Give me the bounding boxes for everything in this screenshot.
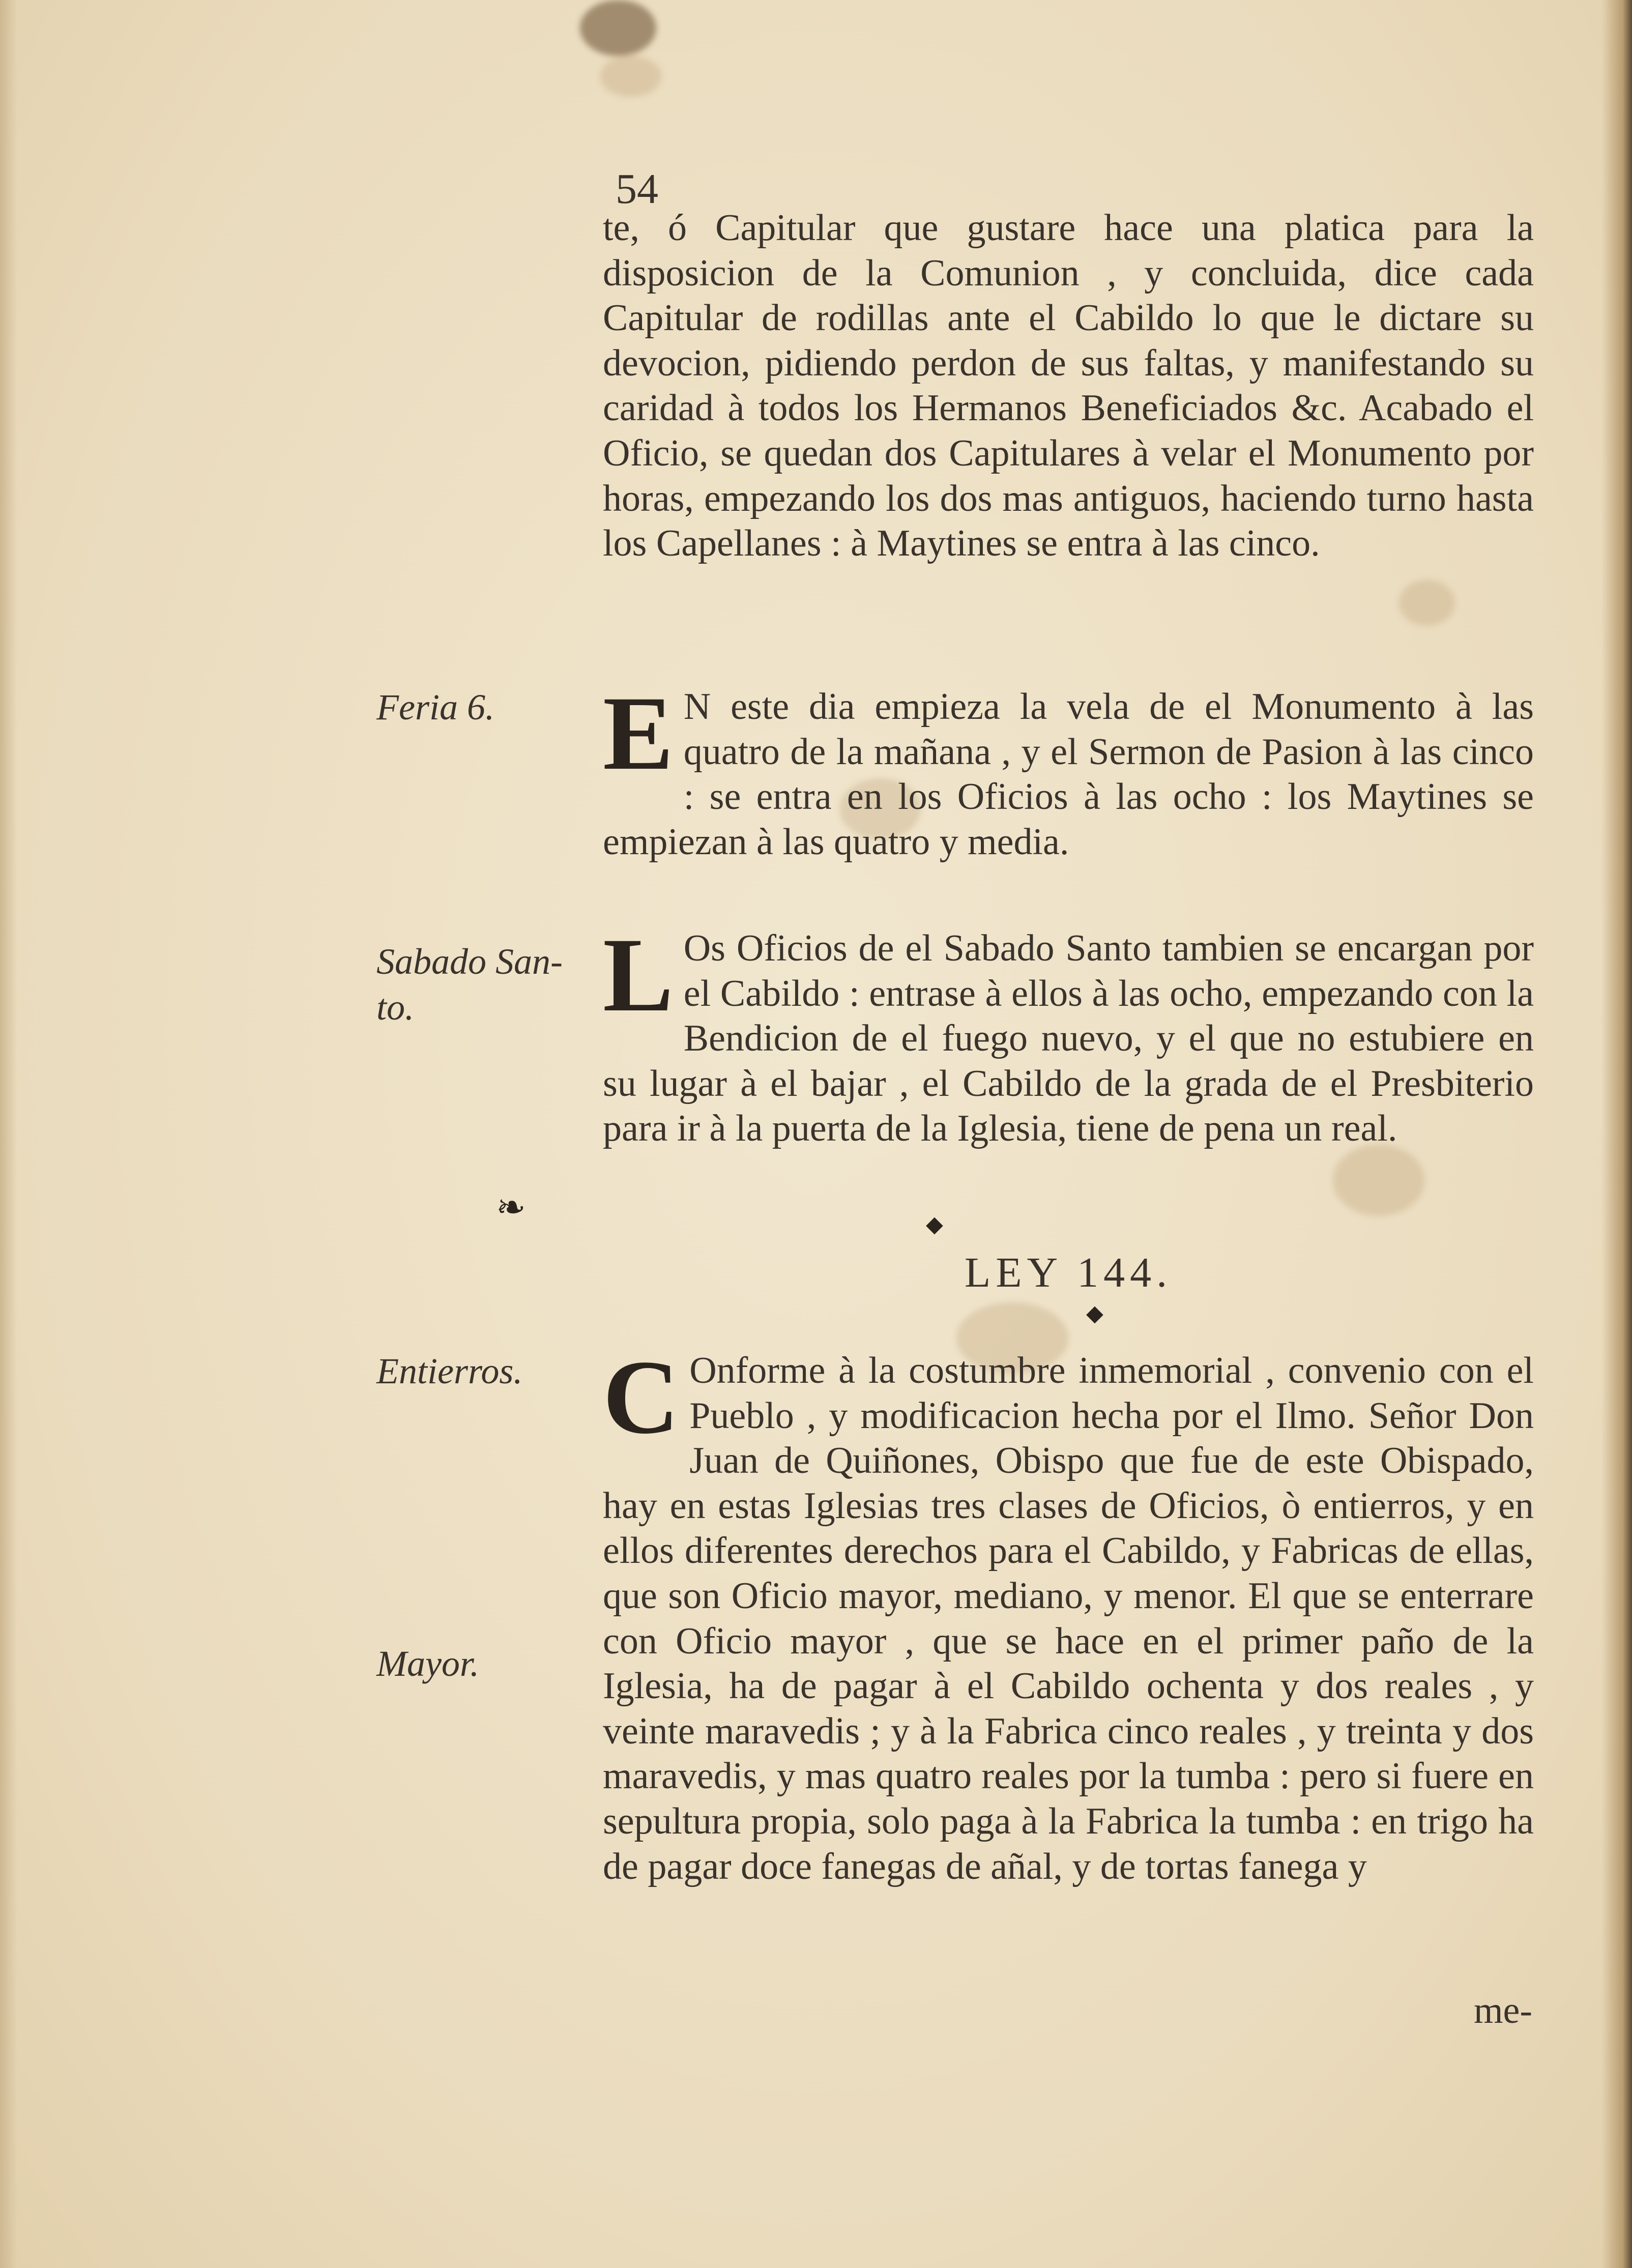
foxing-stain [1399,580,1455,626]
paragraph-feria-text: N este dia empieza la vela de el Monumento à las quatro de la mañana , y el Sermon de Pasion à las cinco : se entra en los Oficios à las ocho : los Maytines se empiezan à las quatro y media. [603,686,1534,863]
dropcap-c: C [603,1339,680,1456]
foxing-stain [600,56,661,97]
paragraph-entierros-text: Onforme à la costumbre inmemorial , convenio con el Pueblo , y modificacion hecha por el Ilmo. Señor Don Juan de Quiñones, Obispo que fue de este Obispado, hay en estas Iglesias tres clases de Oficios, ò entierros, y en ellos diferentes derechos para el Cabildo, y Fabricas de ellas, que son Oficio mayor, mediano, y menor. El que se enterrare con Oficio mayor , que se hace en el primer paño de la Iglesia, ha de pagar à el Cabildo ochenta y dos reales , y veinte maravedis ; y à la Fabrica cinco reales , y treinta y dos maravedis, y mas quatro reales por la tumba : pero si fuere en sepultura propia, solo paga à la Fabrica la tumba : en trigo ha de pagar doce fanegas de añal, y de tortas fanega y [603,1350,1534,1887]
small-ornament: ◆ [1086,1301,1103,1326]
fleuron-ornament: ❧ [496,1188,526,1228]
margin-note-mayor: Mayor. [376,1643,479,1684]
page-right-edge [1601,0,1632,2268]
ley-heading: LEY 144. [964,1249,1173,1296]
page-number: 54 [616,165,658,213]
page-left-edge [0,0,17,2268]
margin-note-sabado-line2: to. [376,987,415,1028]
catchword: me- [1473,1990,1532,2031]
paragraph-intro: te, ó Capitular que gustare hace una platica para la disposicion de la Comunion , y concluida, dice cada Capitular de rodillas ante el Cabildo lo que le dictare su devocion, pidiendo perdon de sus faltas, y manifestando su caridad à todos los Hermanos Beneficiados &c. Acabado el Oficio, se quedan dos Capitulares à velar el Monumento por horas, empezando los dos mas antiguos, haciendo turno hasta los Capellanes : à Maytines se entra à las cinco. [603,207,1534,565]
paragraph-sabado [603,916,1534,1151]
dropcap-l: L [603,916,674,1033]
dropcap-e: E [603,675,674,792]
foxing-stain [1333,1145,1424,1216]
margin-note-sabado-line1: Sabado San- [376,941,563,982]
margin-note-feria: Feria 6. [376,687,494,728]
paragraph-feria [603,675,1534,864]
paragraph-entierros [603,1339,1534,1889]
margin-note-entierros: Entierros. [376,1351,523,1391]
paragraph-sabado-text: Os Oficios de el Sabado Santo tambien se encargan por el Cabildo : entrase à ellos à las ocho, empezando con la Bendicion de el fuego nuevo, y el que no estubiere en su lugar à el bajar , el Cabildo de la grada de el Presbiterio para ir à la puerta de la Iglesia, tiene de pena un real. [603,927,1534,1150]
margin-note-sabado [376,939,580,1030]
small-ornament: ◆ [926,1212,943,1237]
ink-stain [580,0,656,56]
